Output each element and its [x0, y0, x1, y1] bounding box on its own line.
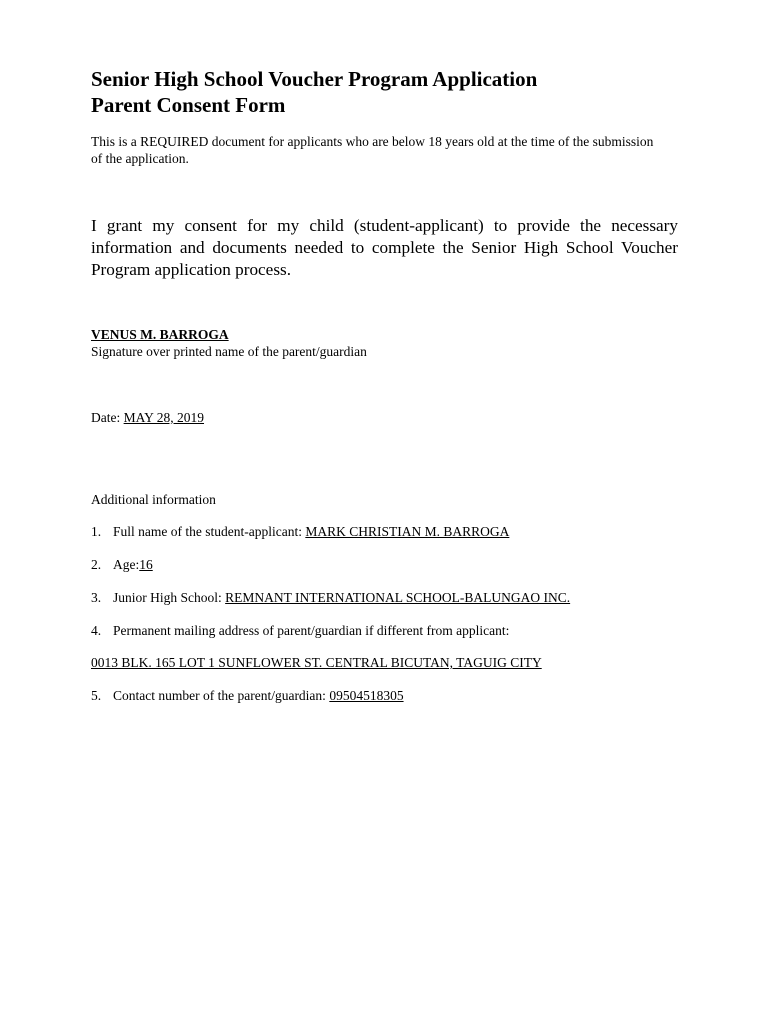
- list-item-label: Age:: [113, 557, 140, 572]
- junior-high-school-value: REMNANT INTERNATIONAL SCHOOL-BALUNGAO INC.: [225, 590, 571, 605]
- list-item-number: 1.: [91, 524, 102, 539]
- intro-line1: This is a REQUIRED document for applicants who are below 18 years old at the time of the submission: [91, 134, 654, 149]
- list-item-label: Junior High School:: [113, 590, 226, 605]
- form-title-line1: Senior High School Voucher Program Application: [91, 67, 538, 91]
- list-item-number: 3.: [91, 590, 102, 605]
- list-item-mailing-address: [91, 622, 509, 639]
- list-item-age: [91, 556, 153, 573]
- list-item-label: Full name of the student-applicant:: [113, 524, 306, 539]
- additional-info-heading: Additional information: [91, 492, 216, 507]
- list-item-student-name: [91, 523, 509, 540]
- form-title-line2: Parent Consent Form: [91, 93, 286, 117]
- list-item-label: Contact number of the parent/guardian:: [113, 688, 330, 703]
- age-value: 16: [139, 557, 153, 572]
- mailing-address-value: 0013 BLK. 165 LOT 1 SUNFLOWER ST. CENTRAL BICUTAN, TAGUIG CITY: [91, 655, 542, 670]
- parent-signature-name: VENUS M. BARROGA: [91, 327, 229, 342]
- intro-line2: of the application.: [91, 150, 189, 166]
- list-item-contact-number: [91, 687, 404, 704]
- student-name-value: MARK CHRISTIAN M. BARROGA: [305, 524, 510, 539]
- date-line: [91, 409, 204, 426]
- list-item-label: Permanent mailing address of parent/guardian if different from applicant:: [113, 623, 510, 638]
- contact-number-value: 09504518305: [329, 688, 404, 703]
- signature-caption: Signature over printed name of the parent/guardian: [91, 344, 367, 359]
- list-item-number: 5.: [91, 688, 102, 703]
- list-item-junior-high-school: [91, 589, 570, 606]
- list-item-number: 4.: [91, 623, 102, 638]
- consent-statement: I grant my consent for my child (student-applicant) to provide the necessary information and documents needed to complete the Senior High School Voucher Program application process.: [91, 216, 678, 279]
- date-value: MAY 28, 2019: [123, 410, 205, 425]
- date-label: Date:: [91, 410, 124, 425]
- intro-paragraph: [91, 134, 681, 167]
- list-item-number: 2.: [91, 557, 102, 572]
